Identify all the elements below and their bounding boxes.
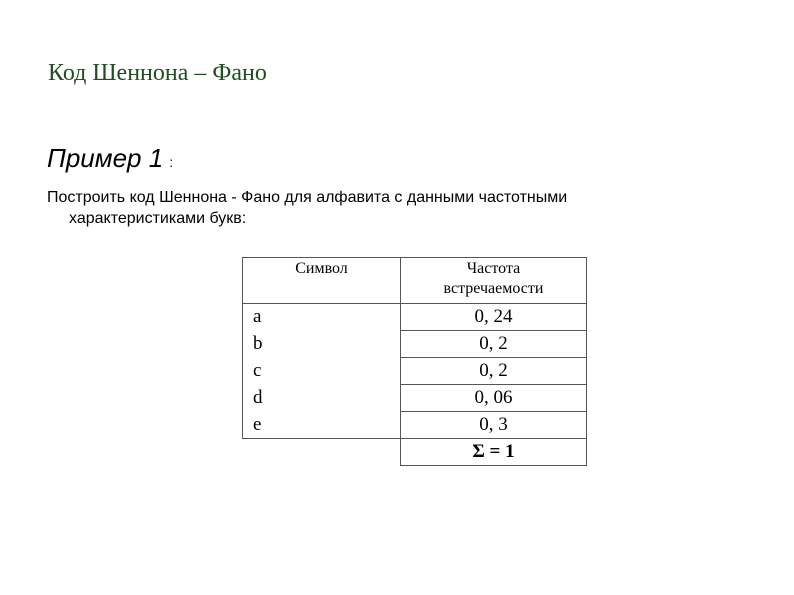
sum-cell: Σ = 1 — [401, 439, 587, 466]
symbol-cell: a — [243, 304, 401, 331]
frequency-cell: 0, 3 — [401, 412, 587, 439]
table-row — [243, 304, 587, 331]
table-row — [243, 385, 587, 412]
header-frequency — [401, 258, 587, 304]
header-symbol-label: Символ — [295, 260, 348, 277]
header-frequency-line2: встречаемости — [443, 280, 544, 297]
table-row — [243, 412, 587, 439]
example-heading — [47, 143, 173, 174]
table-row — [243, 331, 587, 358]
task-text — [47, 187, 747, 229]
slide-title: Код Шеннона – Фано — [48, 60, 267, 86]
header-symbol — [243, 258, 401, 304]
frequency-cell: 0, 2 — [401, 331, 587, 358]
symbol-cell: c — [243, 358, 401, 385]
task-text-line1: Построить код Шеннона - Фано для алфавита с данными частотными — [47, 189, 568, 206]
symbol-cell: b — [243, 331, 401, 358]
frequency-cell: 0, 06 — [401, 385, 587, 412]
frequency-cell: 0, 24 — [401, 304, 587, 331]
table-header-row — [243, 258, 587, 304]
frequency-cell: 0, 2 — [401, 358, 587, 385]
table-row — [243, 358, 587, 385]
symbol-cell: d — [243, 385, 401, 412]
header-frequency-line1: Частота — [466, 260, 521, 277]
table-sum-row — [243, 439, 587, 466]
sum-spacer — [243, 439, 401, 466]
example-heading-text: Пример 1 — [47, 143, 164, 173]
frequency-table — [242, 257, 587, 466]
symbol-cell: e — [243, 412, 401, 439]
task-text-line2: характеристиками букв: — [69, 210, 247, 227]
example-heading-colon: : — [169, 154, 174, 170]
